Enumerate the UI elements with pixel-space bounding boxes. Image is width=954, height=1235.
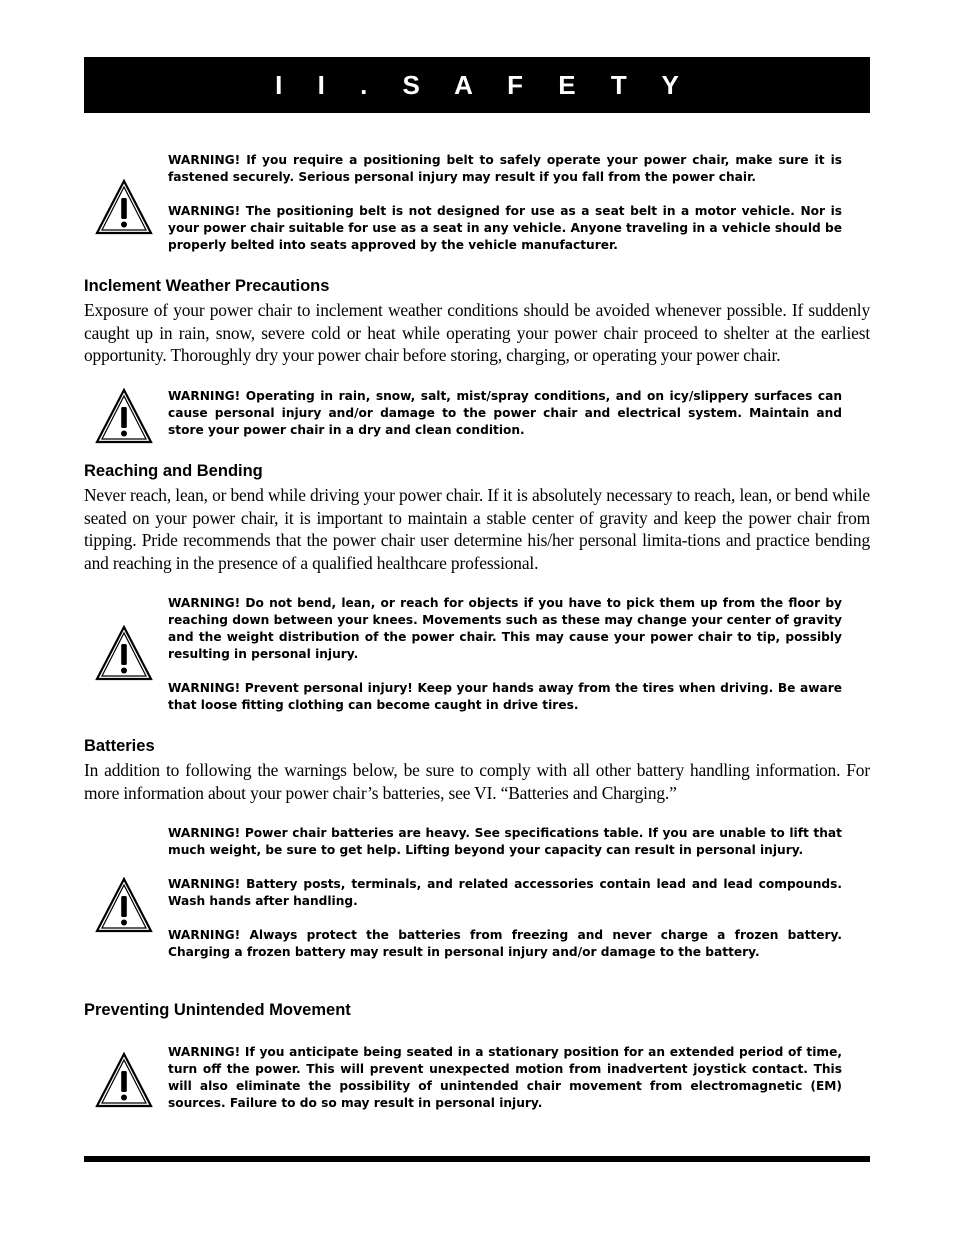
paragraph-reaching-bending: Never reach, lean, or bend while driving your power chair. If it is absolutely necessary to reach, lean, or bend while seated on your power chair, it is important to maintain a stable center of gravity and keep the power chair from tipping. Pride recommends that the power chair user determine his/her personal limita-tions and practice bending and reaching in the presence of a qualified healthcare professional. [84,485,870,573]
warning-text: WARNING! Do not bend, lean, or reach for objects if you have to pick them up from the floor by reaching down between your knees. Movements such as these may change your center of gravity and the weight distribution of the power chair. This may cause your power chair to tip, possibly resulting in personal injury. [168,596,842,661]
warning-group-reaching [84,595,870,714]
warning-group-movement [84,1044,870,1112]
warning-triangle-icon [95,1052,153,1108]
section-batteries [84,736,870,804]
warning-text: WARNING! If you require a positioning belt to safely operate your power chair, make sure it is fastened securely. Serious personal injury may result if you fall from the power chair. [168,153,842,184]
warning-text: WARNING! If you anticipate being seated in a stationary position for an extended period of time, turn off the power. This will prevent unexpected motion from inadvertent joystick contact. This will also eliminate the possibility of unintended chair movement from electromagnetic (EM) sources. Failure to do so may result in personal injury. [168,1045,842,1110]
section-reaching-bending [84,461,870,574]
warning-triangle-icon [95,179,153,235]
section-title-banner [84,57,870,113]
warning-text: WARNING! The positioning belt is not designed for use as a seat belt in a motor vehicle. Nor is your power chair suitable for use as a seat in any vehicle. Anyone traveling in a vehicle should be properly belted into seats approved by the vehicle manufacturer. [168,204,842,252]
heading-unintended-movement: Preventing Unintended Movement [84,1001,351,1019]
warning-text: WARNING! Operating in rain, snow, salt, mist/spray conditions, and on icy/slippery surfaces can cause personal injury and/or damage to the power chair and electrical system. Maintain and store your power chair in a dry and clean condition. [168,389,842,437]
warning-group-positioning-belt [84,152,870,254]
footer-rule [84,1156,870,1162]
section-title: I I . S A F E T Y [275,69,693,100]
warning-text: WARNING! Battery posts, terminals, and related accessories contain lead and lead compounds. Wash hands after handling. [168,877,842,908]
section-unintended-movement [84,1000,870,1020]
heading-reaching-bending: Reaching and Bending [84,462,263,480]
warning-group-batteries [84,825,870,961]
heading-batteries: Batteries [84,737,155,755]
warning-text: WARNING! Always protect the batteries from freezing and never charge a frozen battery. Charging a frozen battery may result in personal injury and/or damage to the battery. [168,928,842,959]
paragraph-batteries: In addition to following the warnings below, be sure to comply with all other battery handling information. For more information about your power chair’s batteries, see VI. “Batteries and Charging.” [84,760,870,803]
heading-inclement-weather: Inclement Weather Precautions [84,277,330,295]
paragraph-inclement-weather: Exposure of your power chair to inclement weather conditions should be avoided whenever possible. If suddenly caught up in rain, snow, severe cold or heat while operating your power chair proceed to shelter at the earliest opportunity. Thoroughly dry your power chair before storing, charging, or operating your power chair. [84,300,870,365]
section-inclement-weather [84,276,870,367]
warning-text: WARNING! Power chair batteries are heavy. See specifications table. If you are unable to lift that much weight, be sure to get help. Lifting beyond your capacity can result in personal injury. [168,826,842,857]
warning-text: WARNING! Prevent personal injury! Keep your hands away from the tires when driving. Be aware that loose fitting clothing can become caught in drive tires. [168,681,842,712]
warning-triangle-icon [95,388,153,444]
warning-group-weather [84,388,870,439]
warning-triangle-icon [95,625,153,681]
warning-triangle-icon [95,877,153,933]
